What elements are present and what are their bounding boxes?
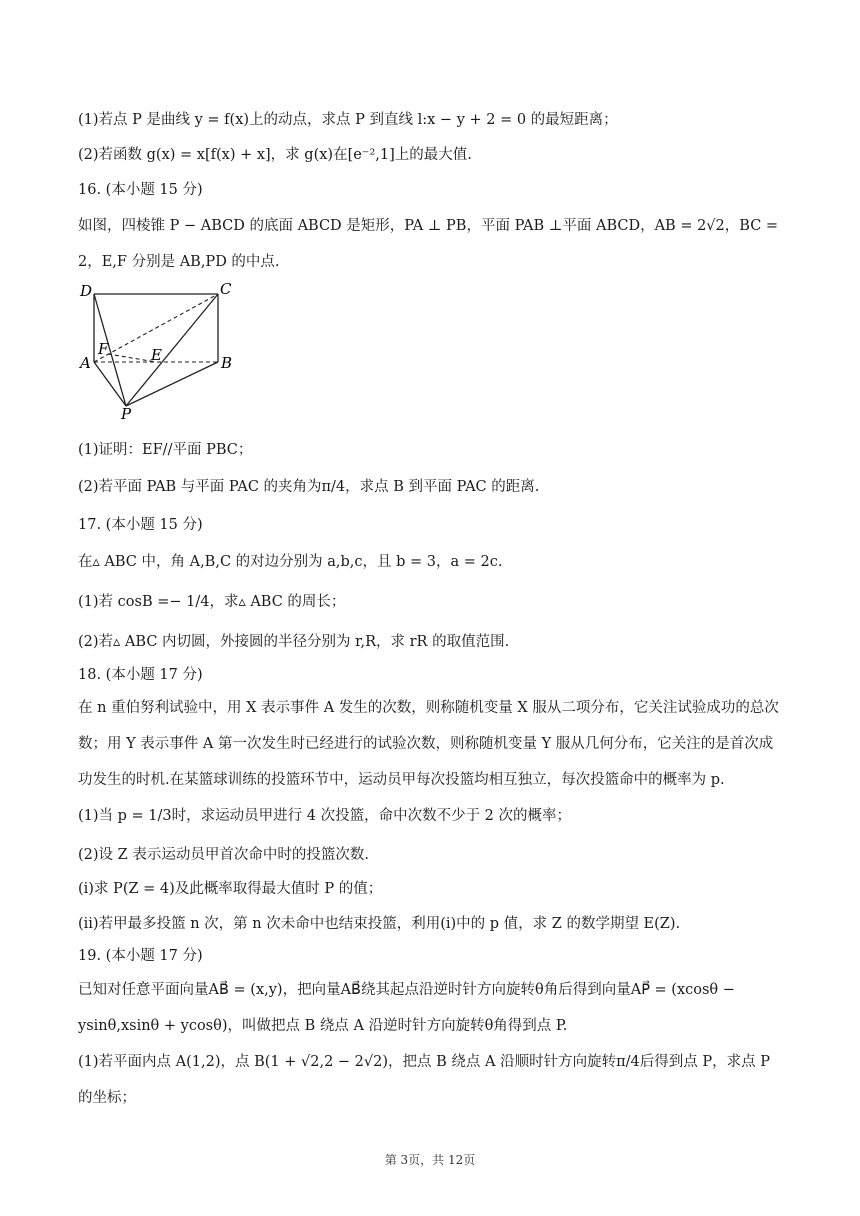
q15-part1: (1)若点 P 是曲线 y = f(x)上的动点，求点 P 到直线 l:x − y + 2 = 0 的最短距离； — [78, 112, 618, 128]
label-E: E — [151, 346, 162, 364]
q16-stem: 如图，四棱锥 P − ABCD 的底面 ABCD 是矩形，PA ⊥ PB，平面 PAB ⊥平面 ABCD，AB = 2√2，BC = 2，E,F 分别是 AB,PD 的中点. — [78, 218, 779, 270]
q16-heading: 16. (本小题 15 分) — [78, 182, 203, 198]
q16-part1: (1)证明：EF//平面 PBC； — [78, 442, 253, 458]
q18-part2-i: (i)求 P(Z = 4)及此概率取得最大值时 P 的值； — [78, 881, 383, 897]
q17-part1: (1)若 cosB =− 1/4，求▵ ABC 的周长； — [78, 594, 346, 610]
label-D: D — [80, 282, 93, 300]
label-A: A — [80, 354, 91, 372]
q19-stem: 已知对任意平面向量AB⃗ = (x,y)，把向量AB⃗绕其起点沿逆时针方向旋转θ角后得到向量AP⃗ = (xcosθ − ysinθ,xsinθ + ycosθ)，叫做把点 B 绕点 A 沿逆时针方向旋转θ角得到点 P. — [78, 982, 735, 1034]
label-C: C — [220, 280, 232, 298]
q17-stem: 在▵ ABC 中，角 A,B,C 的对边分别为 a,b,c，且 b = 3，a = 2c. — [78, 554, 503, 570]
q18-part2: (2)设 Z 表示运动员甲首次命中时的投篮次数. — [78, 847, 369, 863]
page-footer: 第 3页，共 12页 — [384, 1153, 476, 1167]
pyramid-figure — [78, 278, 238, 420]
q17-part2: (2)若▵ ABC 内切圆，外接圆的半径分别为 r,R，求 rR 的取值范围. — [78, 634, 510, 650]
q19-part1: (1)若平面内点 A(1,2)，点 B(1 + √2,2 − 2√2)，把点 B 绕点 A 沿顺时针方向旋转π/4后得到点 P，求点 P 的坐标； — [78, 1054, 770, 1106]
q18-part1: (1)当 p = 1/3时，求运动员甲进行 4 次投篮，命中次数不少于 2 次的概率； — [78, 808, 572, 824]
q17-heading: 17. (本小题 15 分) — [78, 517, 203, 533]
q15-part2: (2)若函数 g(x) = x[f(x) + x]，求 g(x)在[e⁻²,1]上的最大值. — [78, 147, 472, 163]
label-B: B — [221, 354, 233, 372]
q18-part2-ii: (ii)若甲最多投篮 n 次，第 n 次未命中也结束投篮，利用(i)中的 p 值，求 Z 的数学期望 E(Z). — [78, 916, 681, 932]
q18-heading: 18. (本小题 17 分) — [78, 667, 203, 683]
label-F: F — [98, 340, 109, 358]
q19-heading: 19. (本小题 17 分) — [78, 948, 203, 964]
label-P: P — [121, 405, 132, 420]
q16-part2: (2)若平面 PAB 与平面 PAC 的夹角为π/4，求点 B 到平面 PAC 的距离. — [78, 479, 540, 495]
q18-stem: 在 n 重伯努利试验中，用 X 表示事件 A 发生的次数，则称随机变量 X 服从二项分布，它关注试验成功的总次数；用 Y 表示事件 A 第一次发生时已经进行的试验次数，则称随机变量 Y 服从几何分布，它关注的是首次成功发生的时机.在某篮球训练的投篮环节中，运动员甲每次投篮均相互独立，每次投篮命中的概率为 p. — [78, 700, 779, 788]
